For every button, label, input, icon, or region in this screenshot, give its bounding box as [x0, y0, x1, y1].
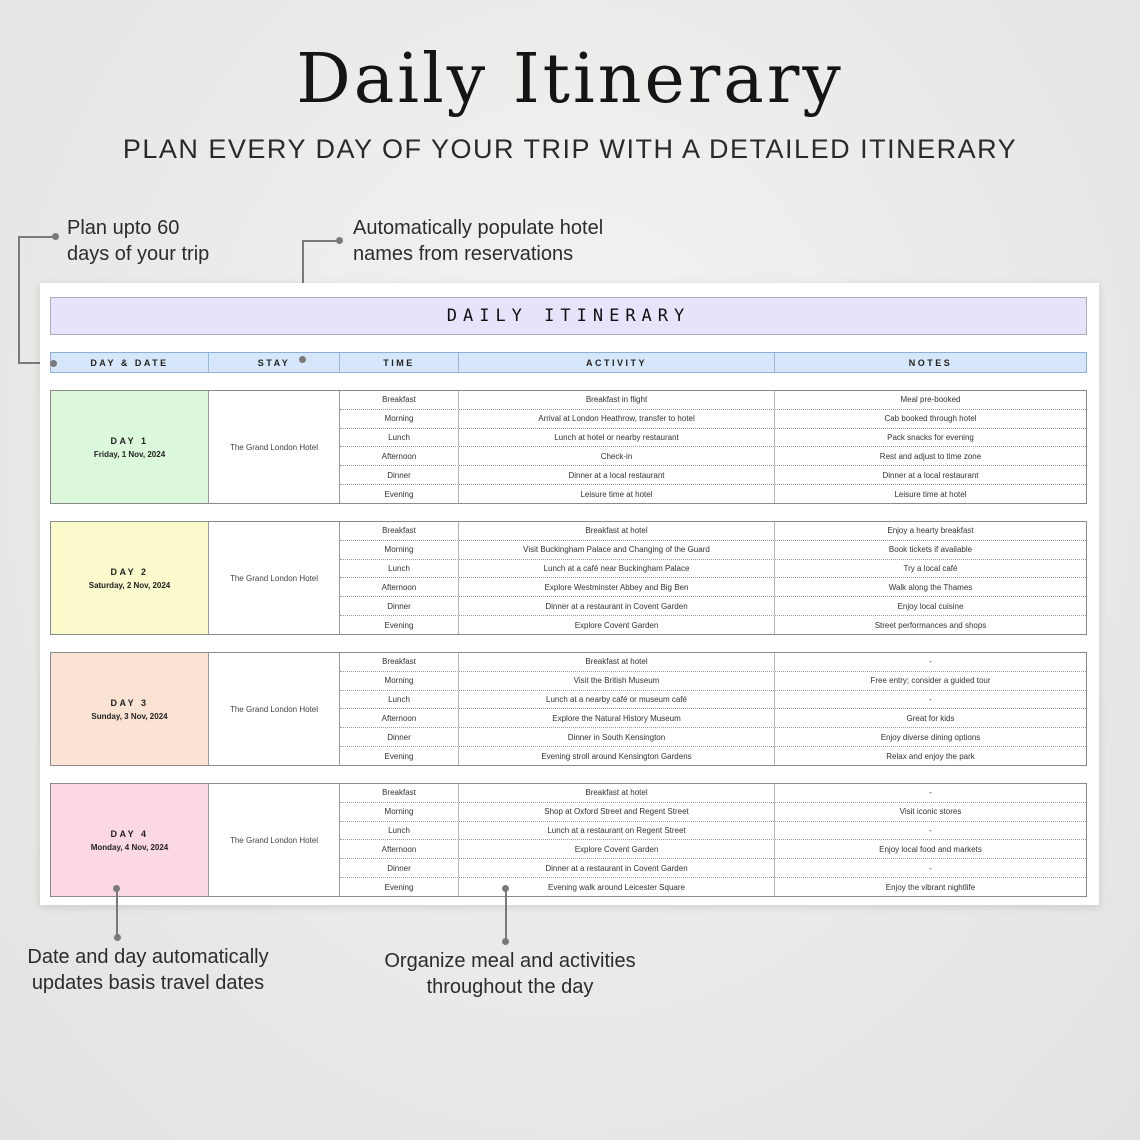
callout-leader-line — [116, 889, 118, 937]
activity-cell[interactable]: Breakfast at hotel — [459, 784, 775, 802]
table-row — [340, 541, 1086, 560]
notes-cell[interactable]: Visit iconic stores — [899, 807, 962, 817]
time-cell[interactable]: Dinner — [340, 859, 459, 877]
day-date-cell[interactable] — [51, 391, 209, 503]
header-time: TIME — [340, 353, 459, 372]
time-cell[interactable]: Dinner — [340, 466, 459, 484]
notes-cell[interactable]: Try a local café — [903, 564, 958, 574]
activity-cell[interactable]: Breakfast at hotel — [459, 522, 775, 540]
notes-cell[interactable]: Cab booked through hotel — [884, 414, 977, 424]
time-cell[interactable]: Breakfast — [340, 653, 459, 671]
table-row — [340, 391, 1086, 410]
notes-cell[interactable]: - — [929, 788, 932, 798]
activity-cell[interactable]: Visit Buckingham Palace and Changing of the Guard — [459, 541, 775, 559]
time-cell[interactable]: Breakfast — [340, 391, 459, 409]
day-label: DAY 3 — [110, 697, 149, 708]
notes-cell[interactable]: - — [929, 863, 932, 873]
header-stay: STAY — [209, 353, 340, 372]
time-cell[interactable]: Breakfast — [340, 522, 459, 540]
callout-text: Date and day automatically — [27, 946, 269, 968]
activity-cell[interactable]: Lunch at a café near Buckingham Palace — [459, 560, 775, 578]
table-row — [340, 840, 1086, 859]
time-cell[interactable]: Lunch — [340, 560, 459, 578]
day-block — [50, 390, 1087, 504]
notes-cell[interactable]: Book tickets if available — [888, 545, 973, 555]
stay-cell[interactable]: The Grand London Hotel — [209, 522, 340, 634]
notes-cell[interactable]: Great for kids — [906, 713, 955, 723]
stay-cell[interactable]: The Grand London Hotel — [209, 391, 340, 503]
notes-cell[interactable]: Rest and adjust to time zone — [879, 451, 982, 461]
callout-text: names from reservations — [353, 243, 574, 265]
table-row — [340, 878, 1086, 896]
day-block — [50, 652, 1087, 766]
time-cell[interactable]: Afternoon — [340, 840, 459, 858]
day-date: Saturday, 2 Nov, 2024 — [88, 580, 171, 590]
table-row — [340, 747, 1086, 765]
day-label: DAY 4 — [110, 828, 149, 839]
table-row — [340, 447, 1086, 466]
table-row — [340, 803, 1086, 822]
table-row — [340, 709, 1086, 728]
table-row — [340, 653, 1086, 672]
stay-cell[interactable]: The Grand London Hotel — [209, 784, 340, 896]
time-cell[interactable]: Lunch — [340, 822, 459, 840]
activity-cell[interactable]: Explore the Natural History Museum — [459, 709, 775, 727]
callout-leader-line — [505, 889, 507, 941]
day-date-cell[interactable] — [51, 653, 209, 765]
activity-cell[interactable]: Dinner in South Kensington — [459, 728, 775, 746]
notes-cell[interactable]: Relax and enjoy the park — [886, 751, 975, 761]
callout-text: throughout the day — [426, 976, 594, 998]
header-activity: ACTIVITY — [459, 353, 775, 372]
notes-cell[interactable]: Dinner at a local restaurant — [882, 470, 979, 480]
activity-cell[interactable]: Lunch at hotel or nearby restaurant — [459, 429, 775, 447]
callout-dot — [52, 233, 59, 240]
notes-cell[interactable]: Enjoy diverse dining options — [880, 732, 981, 742]
notes-cell[interactable]: Meal pre-booked — [900, 395, 961, 405]
callout-text: Plan upto 60 — [67, 217, 180, 239]
activity-cell[interactable]: Visit the British Museum — [459, 672, 775, 690]
notes-cell[interactable]: Enjoy a hearty breakfast — [887, 526, 974, 536]
time-cell[interactable]: Afternoon — [340, 578, 459, 596]
activity-cell[interactable]: Leisure time at hotel — [459, 485, 775, 503]
time-cell[interactable]: Morning — [340, 541, 459, 559]
callout-text: Organize meal and activities — [384, 950, 636, 972]
activity-cell[interactable]: Check-in — [459, 447, 775, 465]
callout-dot — [299, 356, 306, 363]
table-row — [340, 822, 1086, 841]
day-rows — [340, 784, 1086, 896]
notes-cell[interactable]: Enjoy local food and markets — [879, 844, 982, 854]
day-date-cell[interactable] — [51, 784, 209, 896]
day-rows — [340, 391, 1086, 503]
time-cell[interactable]: Morning — [340, 803, 459, 821]
callout-date — [10, 944, 286, 996]
table-row — [340, 578, 1086, 597]
day-date-cell[interactable] — [51, 522, 209, 634]
callout-dot — [50, 360, 57, 367]
time-cell[interactable]: Afternoon — [340, 709, 459, 727]
table-row — [340, 560, 1086, 579]
time-cell[interactable]: Afternoon — [340, 447, 459, 465]
day-label: DAY 1 — [110, 435, 149, 446]
activity-cell[interactable]: Breakfast at hotel — [459, 653, 775, 671]
table-row — [340, 672, 1086, 691]
time-cell[interactable]: Evening — [340, 616, 459, 634]
callout-plan-days — [67, 215, 209, 267]
activity-cell[interactable]: Breakfast in flight — [459, 391, 775, 409]
activity-cell[interactable]: Evening stroll around Kensington Gardens — [459, 747, 775, 765]
time-cell[interactable]: Lunch — [340, 429, 459, 447]
table-row — [340, 859, 1086, 878]
table-row — [340, 616, 1086, 634]
notes-cell[interactable]: Leisure time at hotel — [894, 489, 967, 499]
activity-cell[interactable]: Dinner at a local restaurant — [459, 466, 775, 484]
table-row — [340, 466, 1086, 485]
itinerary-sheet — [40, 283, 1099, 905]
day-rows — [340, 522, 1086, 634]
callout-dot — [114, 934, 121, 941]
day-block — [50, 783, 1087, 897]
activity-cell[interactable]: Explore Covent Garden — [459, 616, 775, 634]
activity-cell[interactable]: Arrival at London Heathrow, transfer to hotel — [459, 410, 775, 428]
day-date: Friday, 1 Nov, 2024 — [93, 449, 166, 459]
callout-text: Automatically populate hotel — [353, 217, 604, 239]
activity-cell[interactable]: Lunch at a nearby café or museum café — [459, 691, 775, 709]
page-subtitle: PLAN EVERY DAY OF YOUR TRIP WITH A DETAILED ITINERARY — [122, 134, 1018, 164]
notes-cell[interactable]: Free entry; consider a guided tour — [870, 676, 991, 686]
activity-cell[interactable]: Lunch at a restaurant on Regent Street — [459, 822, 775, 840]
callout-text: updates basis travel dates — [31, 972, 265, 994]
table-header — [50, 352, 1087, 373]
callout-dot — [502, 938, 509, 945]
notes-cell[interactable]: Pack snacks for evening — [887, 433, 974, 443]
header-notes: NOTES — [908, 357, 953, 368]
callout-organize — [370, 948, 650, 1000]
callout-leader-line — [302, 240, 338, 242]
time-cell[interactable]: Lunch — [340, 691, 459, 709]
day-rows — [340, 653, 1086, 765]
callout-hotel — [353, 215, 603, 267]
table-row — [340, 429, 1086, 448]
activity-cell[interactable]: Evening walk around Leicester Square — [459, 878, 775, 896]
table-row — [340, 728, 1086, 747]
time-cell[interactable]: Evening — [340, 485, 459, 503]
callout-leader-line — [18, 236, 54, 238]
activity-cell[interactable]: Explore Covent Garden — [459, 840, 775, 858]
notes-cell[interactable]: - — [929, 695, 932, 705]
time-cell[interactable]: Dinner — [340, 597, 459, 615]
activity-cell[interactable]: Dinner at a restaurant in Covent Garden — [459, 859, 775, 877]
notes-cell[interactable]: - — [929, 657, 932, 667]
page-title: Daily Itinerary — [296, 40, 844, 119]
time-cell[interactable]: Morning — [340, 672, 459, 690]
notes-cell[interactable]: Walk along the Thames — [888, 582, 973, 592]
day-date: Sunday, 3 Nov, 2024 — [91, 711, 168, 721]
time-cell[interactable]: Evening — [340, 747, 459, 765]
table-row — [340, 784, 1086, 803]
callout-dot — [336, 237, 343, 244]
activity-cell[interactable]: Shop at Oxford Street and Regent Street — [459, 803, 775, 821]
time-cell[interactable]: Morning — [340, 410, 459, 428]
day-label: DAY 2 — [110, 566, 149, 577]
sheet-title: DAILY ITINERARY — [50, 297, 1087, 335]
day-block — [50, 521, 1087, 635]
notes-cell[interactable]: Street performances and shops — [874, 620, 987, 630]
day-date: Monday, 4 Nov, 2024 — [90, 842, 169, 852]
callout-leader-line — [18, 236, 20, 363]
notes-cell[interactable]: Enjoy local cuisine — [897, 601, 964, 611]
activity-cell[interactable]: Dinner at a restaurant in Covent Garden — [459, 597, 775, 615]
table-row — [340, 691, 1086, 710]
notes-cell[interactable]: Enjoy the vibrant nightlife — [885, 882, 976, 892]
activity-cell[interactable]: Explore Westminster Abbey and Big Ben — [459, 578, 775, 596]
table-row — [340, 522, 1086, 541]
notes-cell[interactable]: - — [929, 826, 932, 836]
table-row — [340, 597, 1086, 616]
time-cell[interactable]: Breakfast — [340, 784, 459, 802]
table-row — [340, 410, 1086, 429]
callout-text: days of your trip — [67, 243, 210, 265]
stay-cell[interactable]: The Grand London Hotel — [209, 653, 340, 765]
header-day-date: DAY & DATE — [51, 353, 209, 372]
time-cell[interactable]: Dinner — [340, 728, 459, 746]
table-row — [340, 485, 1086, 503]
time-cell[interactable]: Evening — [340, 878, 459, 896]
